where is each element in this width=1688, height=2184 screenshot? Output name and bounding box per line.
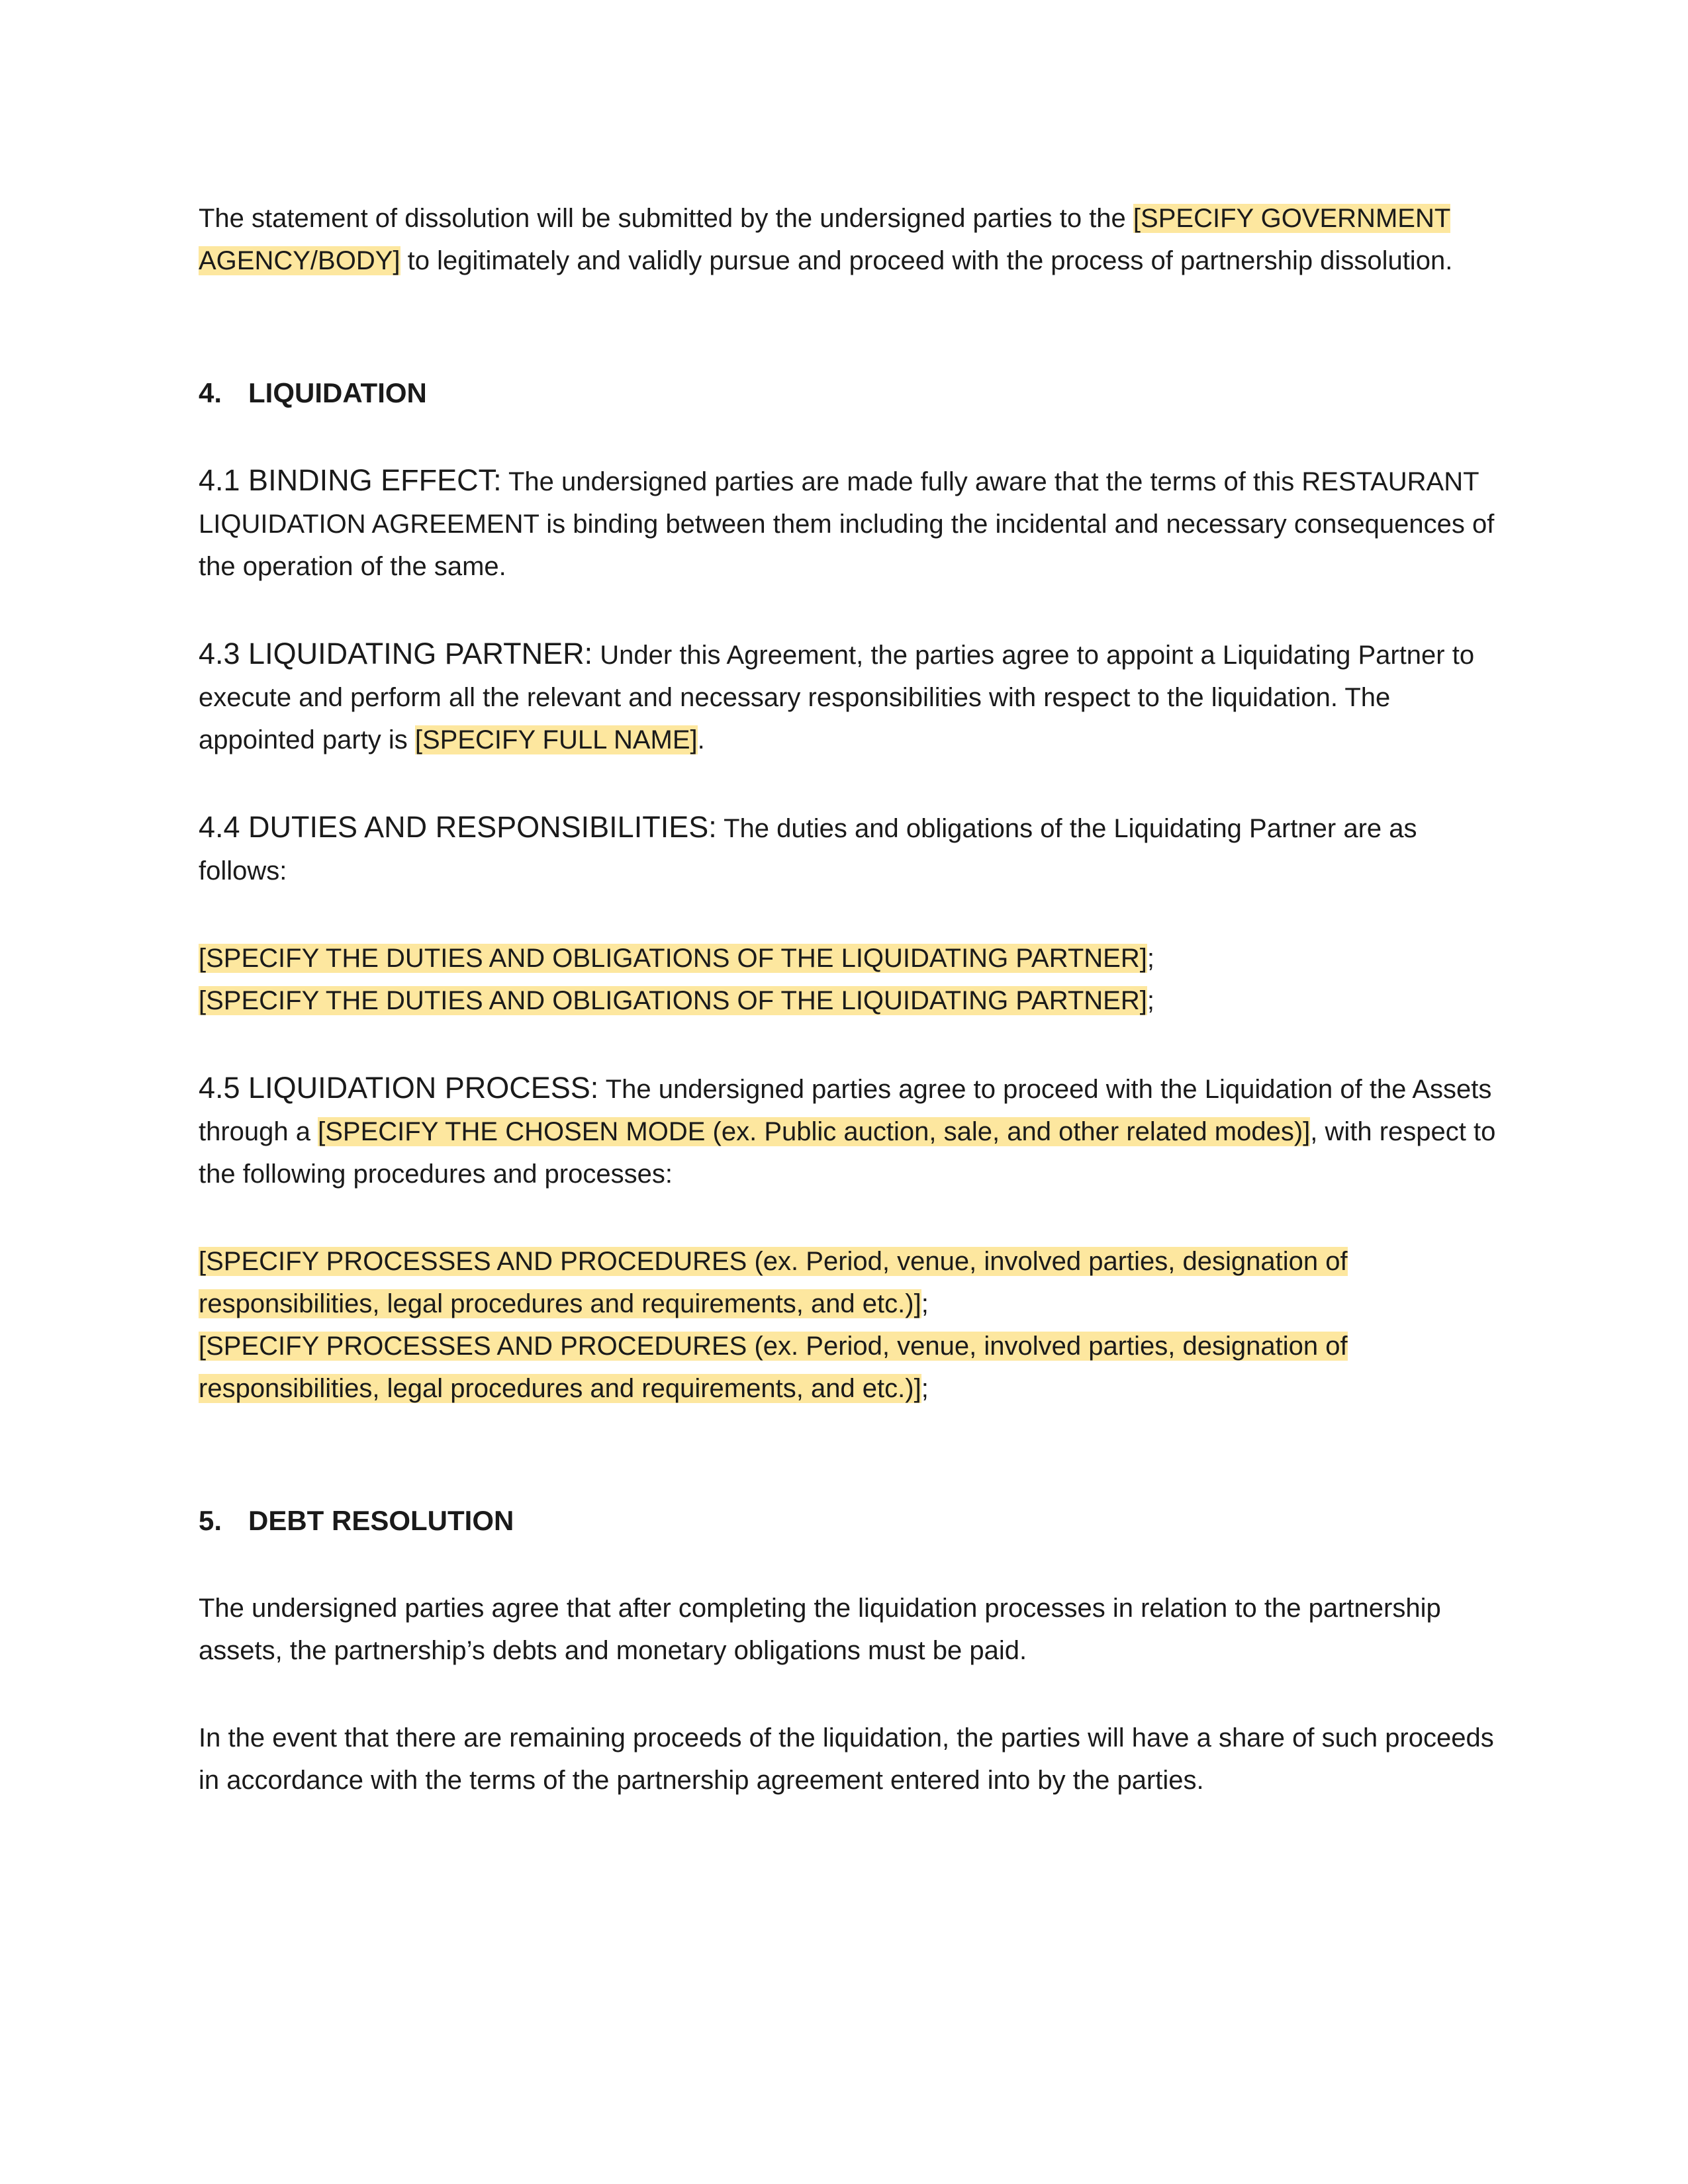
- liquidating-partner-text: Under this Agreement, the parties agree to appoint a Liquidating Partner to execute and perform all the relevant and necessary responsibilities with respect to the liquidation. The appointed party is: [199, 641, 1475, 754]
- section-5-heading: [199, 1500, 1496, 1542]
- document-body: [199, 197, 1496, 1846]
- processes-list-item: [199, 1240, 1496, 1325]
- section-4-number: 4.: [199, 377, 222, 408]
- liquidation-process-paragraph: [199, 1067, 1496, 1195]
- liquidating-partner-lead: 4.3 LIQUIDATING PARTNER:: [199, 637, 593, 670]
- section-4-heading: [199, 372, 1496, 414]
- duties-paragraph: [199, 806, 1496, 892]
- liquidating-partner-paragraph: [199, 633, 1496, 761]
- government-agency-placeholder: [SPECIFY GOVERNMENT AGENCY/BODY]: [199, 204, 1451, 275]
- liquidating-partner-text-end: .: [697, 725, 705, 754]
- duties-lead: 4.4 DUTIES AND RESPONSIBILITIES:: [199, 810, 717, 844]
- binding-effect-lead: 4.1 BINDING EFFECT:: [199, 463, 502, 497]
- duties-list: [199, 937, 1496, 1022]
- section-5-number: 5.: [199, 1505, 222, 1536]
- intro-text-before: The statement of dissolution will be submitted by the undersigned parties to the: [199, 204, 1133, 233]
- debt-payment-paragraph: The undersigned parties agree that after completing the liquidation processes in relation to the partnership assets, the partnership’s debts and monetary obligations must be paid.: [199, 1594, 1441, 1665]
- duties-text: The duties and obligations of the Liquidating Partner are as follows:: [199, 814, 1417, 886]
- list-item-suffix: ;: [1147, 986, 1154, 1015]
- remaining-proceeds-paragraph: In the event that there are remaining proceeds of the liquidation, the parties will have a share of such proceeds in accordance with the terms of the partnership agreement entered into by the parties.: [199, 1723, 1494, 1795]
- processes-placeholder: [SPECIFY PROCESSES AND PROCEDURES (ex. Period, venue, involved parties, designation of responsibilities, legal procedures and requirements, and etc.)]: [199, 1247, 1348, 1318]
- section-5-title: DEBT RESOLUTION: [248, 1505, 514, 1536]
- list-item-suffix: ;: [921, 1289, 929, 1318]
- processes-list-item: [199, 1325, 1496, 1410]
- list-item-suffix: ;: [921, 1374, 929, 1403]
- chosen-mode-placeholder: [SPECIFY THE CHOSEN MODE (ex. Public auction, sale, and other related modes)]: [318, 1117, 1311, 1146]
- duties-placeholder: [SPECIFY THE DUTIES AND OBLIGATIONS OF THE LIQUIDATING PARTNER]: [199, 944, 1147, 973]
- liquidation-process-text: The undersigned parties agree to proceed with the Liquidation of the Assets through a: [199, 1075, 1492, 1146]
- duties-list-item: [199, 937, 1496, 979]
- binding-effect-text: The undersigned parties are made fully aware that the terms of this RESTAURANT LIQUIDATION AGREEMENT is binding between them including the incidental and necessary consequences of the operation of the same.: [199, 467, 1495, 581]
- duties-placeholder: [SPECIFY THE DUTIES AND OBLIGATIONS OF THE LIQUIDATING PARTNER]: [199, 986, 1147, 1015]
- full-name-placeholder: [SPECIFY FULL NAME]: [414, 725, 698, 754]
- binding-effect-paragraph: [199, 459, 1496, 588]
- list-item-suffix: ;: [1147, 944, 1154, 973]
- duties-list-item: [199, 979, 1496, 1022]
- intro-text-after: to legitimately and validly pursue and proceed with the process of partnership dissolution.: [400, 246, 1453, 275]
- processes-placeholder: [SPECIFY PROCESSES AND PROCEDURES (ex. Period, venue, involved parties, designation of responsibilities, legal procedures and requirements, and etc.)]: [199, 1332, 1348, 1403]
- dissolution-statement-paragraph: [199, 197, 1496, 282]
- liquidation-process-lead: 4.5 LIQUIDATION PROCESS:: [199, 1071, 599, 1105]
- section-4-title: LIQUIDATION: [248, 377, 427, 408]
- processes-list: [199, 1240, 1496, 1410]
- liquidation-process-text-end: , with respect to the following procedures and processes:: [199, 1117, 1496, 1189]
